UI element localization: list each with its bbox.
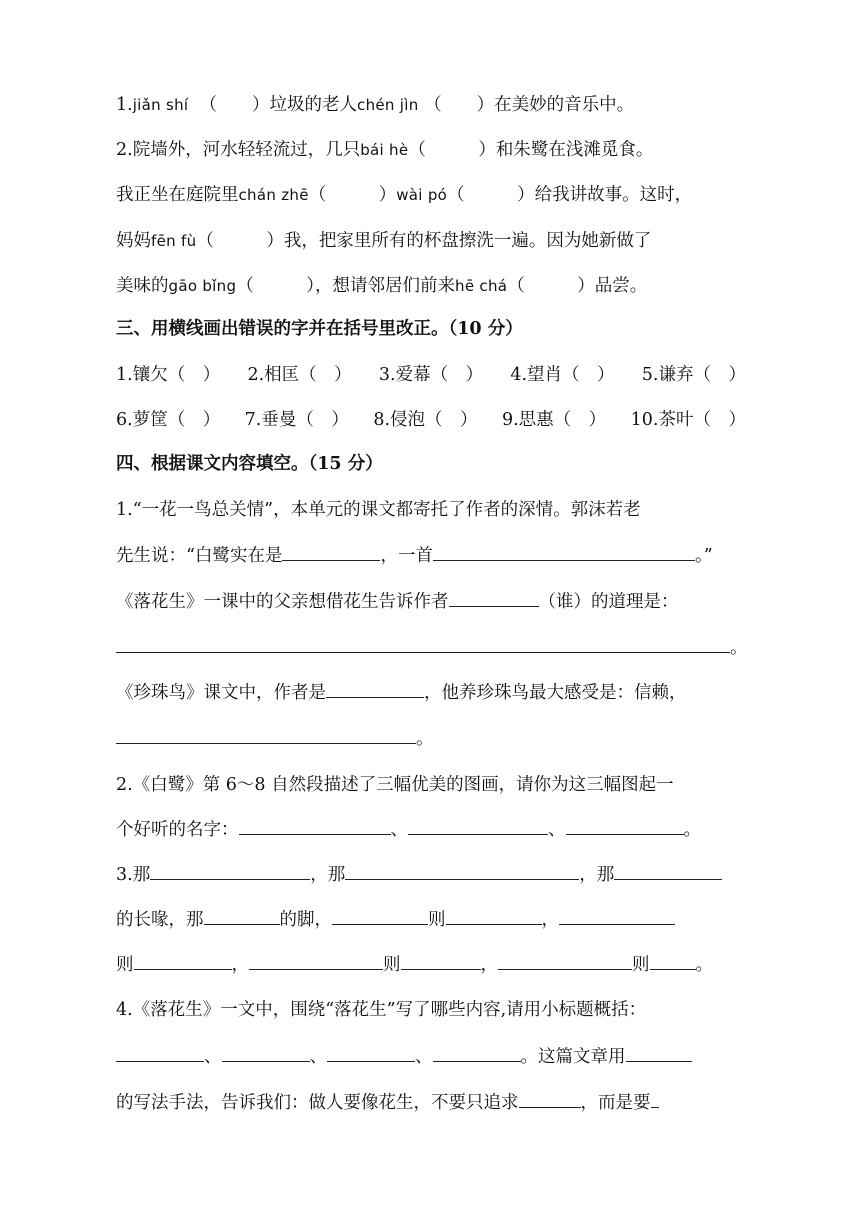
answer-blank[interactable] xyxy=(204,908,280,925)
question-text: 妈妈 xyxy=(116,231,151,251)
question-text: 垃圾的老人 xyxy=(269,95,358,115)
question-text: ，而是要 xyxy=(580,1093,651,1113)
q1-line1: 1.“一花一鸟总关情”，本单元的课文都寄托了作者的深情。郭沫若老 xyxy=(116,500,641,520)
question-text: 。这篇文章用 xyxy=(520,1047,626,1067)
pinyin-q2-line2 xyxy=(116,182,692,208)
answer-blank[interactable] xyxy=(116,636,730,653)
q4-line2 xyxy=(116,1044,692,1070)
q1-line5 xyxy=(116,680,687,706)
q3-line2 xyxy=(116,907,675,933)
typo-item[interactable]: 3.爱幕（ ） xyxy=(378,365,484,385)
question-text: ，一首 xyxy=(380,546,433,566)
typo-item[interactable]: 4.望肖（ ） xyxy=(510,365,615,385)
question-text: 我，把家里所有的杯盘擦洗一遍。因为她新做了 xyxy=(283,231,652,251)
pinyin-q2-line3 xyxy=(116,228,651,254)
typo-item[interactable]: 7.垂曼（ ） xyxy=(244,410,349,430)
question-text: 的写法手法，告诉我们：做人要像花生，不要只追求 xyxy=(116,1093,519,1113)
question-text: 、 xyxy=(309,1047,327,1067)
answer-paren[interactable]: （ ） xyxy=(308,185,397,205)
question-text: 先生说：“白鹭实在是 xyxy=(116,546,283,566)
typo-item[interactable]: 2.相匡（ ） xyxy=(247,365,352,385)
answer-paren[interactable]: （ ） xyxy=(236,276,316,296)
question-text: 我正坐在庭院里 xyxy=(116,185,239,205)
q3-line3 xyxy=(116,952,713,978)
answer-blank[interactable] xyxy=(327,1045,415,1062)
answer-blank[interactable] xyxy=(150,863,310,880)
question-text: ，那 xyxy=(310,865,346,885)
q1-line3 xyxy=(116,589,679,615)
answer-blank[interactable] xyxy=(282,544,380,561)
answer-blank[interactable] xyxy=(332,908,428,925)
pinyin-text: bái hè xyxy=(360,141,409,159)
typo-item[interactable]: 6.萝筐（ ） xyxy=(116,410,221,430)
question-text: 《落花生》一课中的父亲想借花生告诉作者 xyxy=(116,592,449,612)
answer-blank[interactable] xyxy=(650,953,696,970)
section-4-title: 四、根据课文内容填空。（15 分） xyxy=(116,454,383,474)
question-text: （谁）的道理是： xyxy=(538,592,679,612)
answer-blank[interactable] xyxy=(326,681,424,698)
question-text: 品尝。 xyxy=(594,276,648,296)
question-text: ，他养珍珠鸟最大感受是：信赖， xyxy=(424,683,687,703)
question-text: 、 xyxy=(390,820,408,840)
question-text: ， xyxy=(480,955,498,975)
question-text: 美味的 xyxy=(116,276,169,296)
pinyin-text: hē chá xyxy=(455,277,508,295)
answer-blank[interactable] xyxy=(433,544,695,561)
question-text: 则 xyxy=(116,955,134,975)
question-text: 、 xyxy=(415,1047,433,1067)
q1-line6 xyxy=(116,726,434,752)
answer-blank[interactable] xyxy=(239,818,391,835)
answer-paren[interactable]: （ ） xyxy=(199,95,270,115)
pinyin-text: jiǎn shí xyxy=(132,96,189,114)
answer-blank[interactable] xyxy=(626,1045,692,1062)
pinyin-text: fēn fù xyxy=(151,232,197,250)
answer-blank[interactable] xyxy=(651,1091,659,1108)
answer-blank[interactable] xyxy=(519,1091,581,1108)
pinyin-q2-line1 xyxy=(116,137,653,163)
question-text: 的脚， xyxy=(279,910,332,930)
typo-row-1 xyxy=(116,362,746,388)
section-3-title: 三、用横线画出错误的字并在括号里改正。（10 分） xyxy=(116,319,523,339)
typo-item[interactable]: 10.茶叶（ ） xyxy=(630,410,746,430)
question-text: 。 xyxy=(730,638,748,658)
question-text: 。 xyxy=(695,955,713,975)
question-text: 和朱鹭在浅滩觅食。 xyxy=(495,140,654,160)
q2-line2 xyxy=(116,817,701,843)
question-text: ， xyxy=(541,910,559,930)
answer-blank[interactable] xyxy=(222,1045,310,1062)
question-text: 的长喙，那 xyxy=(116,910,204,930)
question-text: ，想请邻居们前来 xyxy=(315,276,456,296)
pinyin-text: wài pó xyxy=(396,186,448,204)
pinyin-q1-line xyxy=(116,92,634,118)
q2-line1: 2.《白鹭》第 6～8 自然段描述了三幅优美的图画，请你为这三幅图起一 xyxy=(116,775,674,795)
typo-item[interactable]: 1.镶欠（ ） xyxy=(116,365,221,385)
typo-item[interactable]: 5.谦弃（ ） xyxy=(641,365,746,385)
typo-item[interactable]: 9.思惠（ ） xyxy=(501,410,607,430)
pinyin-q2-line4 xyxy=(116,273,647,299)
answer-blank[interactable] xyxy=(559,908,675,925)
answer-paren[interactable]: （ ） xyxy=(424,95,495,115)
question-text: 个好听的名字： xyxy=(116,820,239,840)
pinyin-text: gāo bǐng xyxy=(168,277,237,295)
answer-blank[interactable] xyxy=(566,818,684,835)
answer-blank[interactable] xyxy=(116,727,416,744)
pinyin-text: chén jìn xyxy=(357,96,419,114)
question-text: ，那 xyxy=(579,865,615,885)
q4-line1: 4.《落花生》一文中，围绕“落花生”写了哪些内容,请用小标题概括： xyxy=(116,1000,647,1020)
question-text: 2.院墙外，河水轻轻流过，几只 xyxy=(116,140,361,160)
answer-blank[interactable] xyxy=(249,953,383,970)
answer-paren[interactable]: （ ） xyxy=(507,276,595,296)
question-text: 《珍珠鸟》课文中，作者是 xyxy=(116,683,326,703)
pinyin-text: chán zhē xyxy=(238,186,309,204)
question-text: 、 xyxy=(204,1047,222,1067)
typo-item[interactable]: 8.侵泡（ ） xyxy=(373,410,478,430)
answer-blank[interactable] xyxy=(408,818,548,835)
answer-blank[interactable] xyxy=(446,908,542,925)
question-text: 则 xyxy=(383,955,401,975)
answer-blank[interactable] xyxy=(614,863,722,880)
answer-blank[interactable] xyxy=(116,1045,204,1062)
question-text: ， xyxy=(231,955,249,975)
question-text: 、 xyxy=(548,820,566,840)
question-text: 3.那 xyxy=(116,865,151,885)
answer-paren[interactable]: （ ） xyxy=(196,231,284,251)
answer-blank[interactable] xyxy=(433,1045,521,1062)
q4-line3 xyxy=(116,1090,659,1116)
question-text: 。 xyxy=(683,820,701,840)
answer-blank[interactable] xyxy=(449,590,539,607)
typo-row-2 xyxy=(116,407,746,433)
question-text: 则 xyxy=(632,955,650,975)
question-text: 给我讲故事。这时， xyxy=(534,185,693,205)
question-text: 。” xyxy=(694,546,713,566)
answer-blank[interactable] xyxy=(134,953,232,970)
q3-line1 xyxy=(116,862,722,888)
answer-paren[interactable]: （ ） xyxy=(408,140,496,160)
answer-blank[interactable] xyxy=(345,863,579,880)
q1-line4 xyxy=(116,635,748,661)
answer-blank[interactable] xyxy=(401,953,481,970)
answer-blank[interactable] xyxy=(498,953,632,970)
q-number: 1. xyxy=(116,95,133,115)
question-text: 。 xyxy=(416,729,434,749)
question-text: 在美妙的音乐中。 xyxy=(494,95,635,115)
q1-line2 xyxy=(116,543,713,569)
question-text: 则 xyxy=(428,910,446,930)
answer-paren[interactable]: （ ） xyxy=(447,185,535,205)
